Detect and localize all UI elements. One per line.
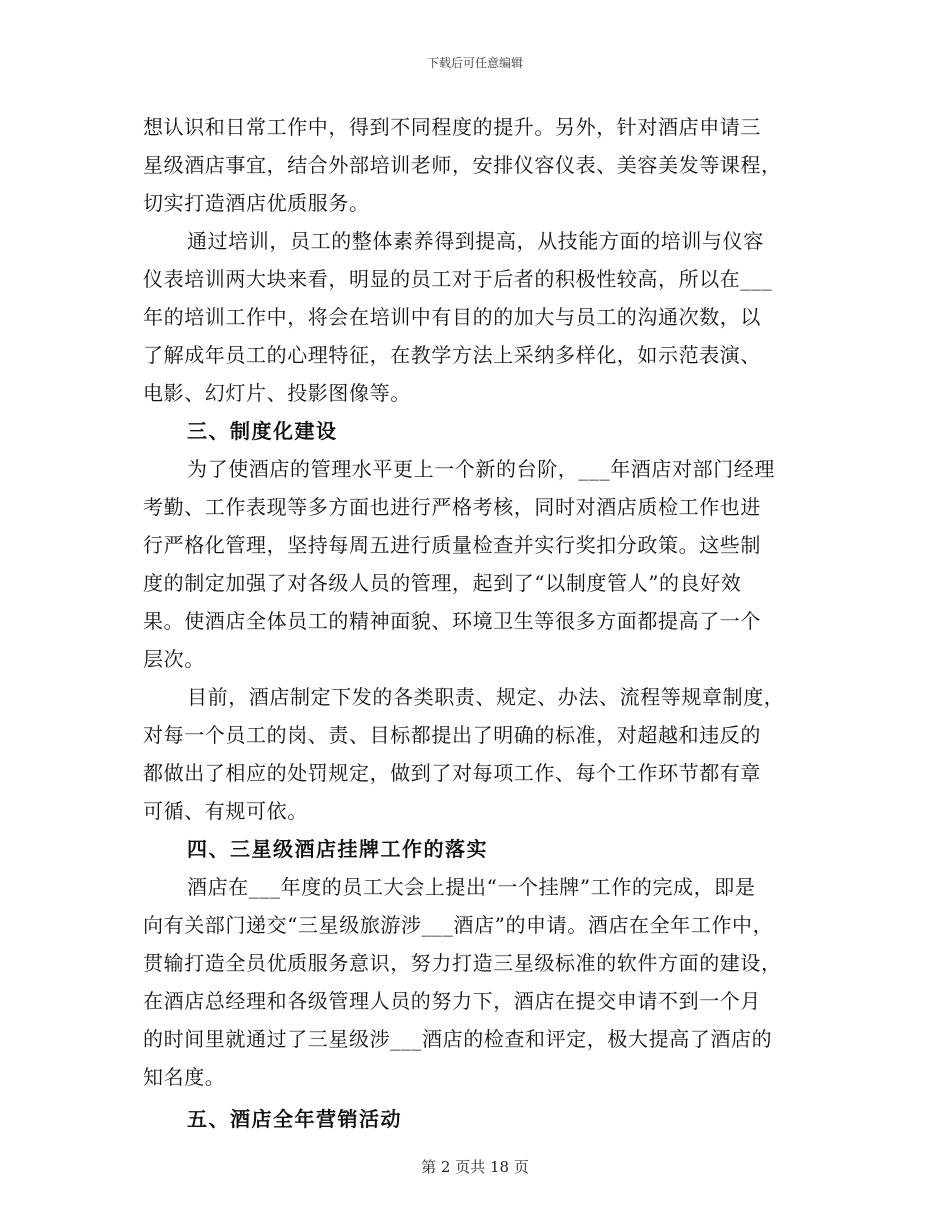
paragraph-line: 切实打造酒店优质服务。: [143, 191, 370, 215]
paragraph-line: 年的培训工作中，将会在培训中有目的的加大与员工的沟通次数，以: [143, 305, 761, 329]
paragraph-line: 行严格化管理，坚持每周五进行质量检查并实行奖扣分政策。这些制: [143, 533, 761, 557]
paragraph-line: 了解成年员工的心理特征，在教学方法上采纳多样化，如示范表演、: [143, 343, 761, 367]
paragraph-line: 果。使酒店全体员工的精神面貌、环境卫生等很多方面都提高了一个: [143, 609, 761, 633]
paragraph-line: 目前，酒店制定下发的各类职责、规定、办法、流程等规章制度，: [187, 685, 785, 709]
paragraph-line: 可循、有规可依。: [143, 799, 308, 823]
section-heading: 五、酒店全年营销活动: [187, 1107, 402, 1131]
section-heading: 四、三星级酒店挂牌工作的落实: [187, 837, 488, 861]
paragraph-line: 都做出了相应的处罚规定，做到了对每项工作、每个工作环节都有章: [143, 761, 761, 785]
paragraph-line: 星级酒店事宜，结合外部培训老师，安排仪容仪表、美容美发等课程，: [143, 153, 782, 177]
paragraph-line: 通过培训，员工的整体素养得到提高，从技能方面的培训与仪容: [187, 229, 764, 253]
paragraph-line: 度的制定加强了对各级人员的管理，起到了“以制度管人”的良好效: [143, 571, 742, 595]
paragraph-line: 知名度。: [143, 1065, 226, 1089]
page-footer-number: 第 2 页共 18 页: [421, 1158, 529, 1176]
paragraph-line: 仪表培训两大块来看，明显的员工对于后者的积极性较高，所以在___: [143, 267, 773, 291]
paragraph-line: 的时间里就通过了三星级涉___酒店的检查和评定，极大提高了酒店的: [143, 1027, 773, 1051]
paragraph-line: 对每一个员工的岗、责、目标都提出了明确的标准，对超越和违反的: [143, 723, 761, 747]
paragraph-line: 层次。: [143, 647, 205, 671]
paragraph-line: 贯输打造全员优质服务意识，努力打造三星级标准的软件方面的建设，: [143, 951, 782, 975]
document-body: [143, 108, 813, 1138]
paragraph-line: 为了使酒店的管理水平更上一个新的台阶，___年酒店对部门经理: [187, 457, 775, 481]
paragraph-line: 想认识和日常工作中，得到不同程度的提升。另外，针对酒店申请三: [143, 115, 761, 139]
paragraph-line: 在酒店总经理和各级管理人员的努力下，酒店在提交申请不到一个月: [143, 989, 761, 1013]
paragraph-line: 酒店在___年度的员工大会上提出“一个挂牌”工作的完成，即是: [187, 875, 756, 899]
paragraph-line: 向有关部门递交“三星级旅游涉___酒店”的申请。酒店在全年工作中，: [143, 913, 774, 937]
paragraph-line: 考勤、工作表现等多方面也进行严格考核，同时对酒店质检工作也进: [143, 495, 761, 519]
paragraph-line: 电影、幻灯片、投影图像等。: [143, 381, 411, 405]
section-heading: 三、制度化建设: [187, 419, 338, 443]
page-header-note: 下载后可任意编辑: [426, 56, 523, 70]
